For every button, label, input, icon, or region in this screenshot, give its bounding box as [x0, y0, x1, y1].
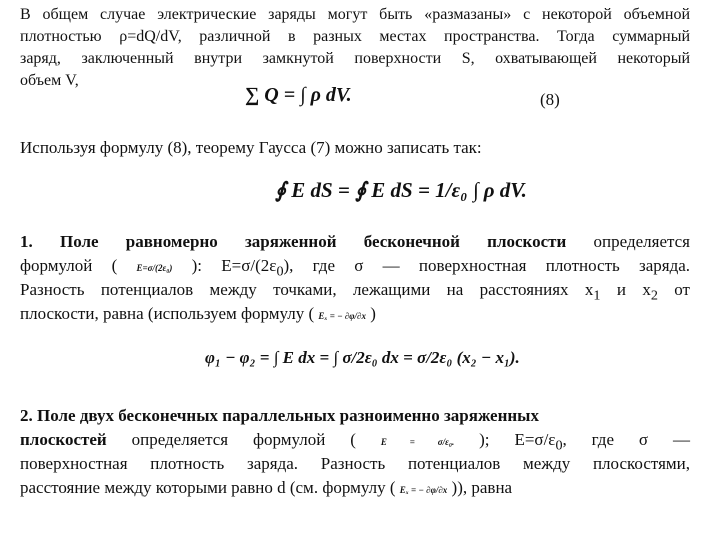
section-1-using-formula: плоскости, равна (используем формулу (	[20, 304, 315, 323]
subscript-two: 2	[650, 287, 658, 304]
section-2-distance-text: расстояние между которыми равно d (см. формулу (	[20, 478, 396, 497]
subscript-zero: 0	[276, 263, 284, 280]
section-2-line-1	[20, 404, 690, 428]
paragraph-1-line-2: плотностью ρ=dQ/dV, различной в разных местах пространства. Тогда суммарный	[20, 28, 690, 45]
formula-8: ∑ Q = ∫ ρ dV.	[245, 84, 352, 106]
section-2-formula-text: ); E=σ/ε	[479, 430, 556, 449]
section-1-formula-text: ): E=σ/(2ε	[191, 256, 277, 275]
section-2-equals: )), равна	[451, 478, 513, 497]
section-1-close-paren: )	[370, 304, 376, 323]
paragraph-1-line-4: объем V,	[20, 72, 79, 89]
section-1-title: 1. Поле равномерно заряженной бесконечной плоскости	[20, 232, 567, 251]
section-2-title-cont: плоскостей	[20, 430, 107, 449]
section-1-from: от	[657, 280, 690, 299]
gauss-formula: ∮ E dS = ∮ E dS = 1/ε₀ ∫ ρ dV.	[275, 178, 527, 202]
paragraph-1-line-1: В общем случае электрические заряды могут быть «размазаны» с некоторой объемной	[20, 6, 690, 23]
paragraph-1-line-3: заряд, заключенный внутри замкнутой поверхности S, охватывающей некоторый	[20, 50, 690, 67]
subscript-one: 1	[593, 287, 601, 304]
paragraph-2: Используя формулу (8), теорему Гаусса (7) можно записать так:	[20, 138, 482, 157]
inline-formula-capacitor: E = σ/ε₀.	[380, 437, 455, 447]
equation-number-8: (8)	[540, 90, 560, 109]
section-2-sigma: , где σ —	[562, 430, 690, 449]
section-1-line-4	[20, 302, 690, 328]
section-1-formula-intro: формулой (	[20, 256, 118, 275]
inline-formula-gradient-2: Eₓ = − ∂φ/∂x	[399, 485, 448, 495]
section-1-line-1	[20, 230, 690, 254]
section-2-line-4	[20, 476, 690, 502]
section-2-formula-intro: определяется формулой (	[106, 430, 356, 449]
section-1-sigma-desc: ), где σ — поверхностная плотность заряда.	[283, 256, 691, 275]
inline-formula-plane: E=σ/(2ε₀)	[136, 263, 173, 273]
subscript-zero: 0	[555, 437, 563, 454]
section-1-line-1-rest: определяется	[566, 232, 690, 251]
section-1-distance-text: Разность потенциалов между точками, лежащими на расстояниях x	[20, 280, 594, 299]
potential-difference-formula: φ₁ − φ₂ = ∫ E dx = ∫ σ/2ε₀ dx = σ/2ε₀ (x₂ − x₁).	[205, 348, 520, 367]
inline-formula-gradient: Eₓ = − ∂φ/∂x	[318, 311, 366, 321]
section-1-and-x: и x	[600, 280, 651, 299]
section-2-title: 2. Поле двух бесконечных параллельных разноименно заряженных	[20, 406, 539, 425]
section-2-line-3: поверхностная плотность заряда. Разность потенциалов между плоскостями,	[20, 454, 690, 473]
